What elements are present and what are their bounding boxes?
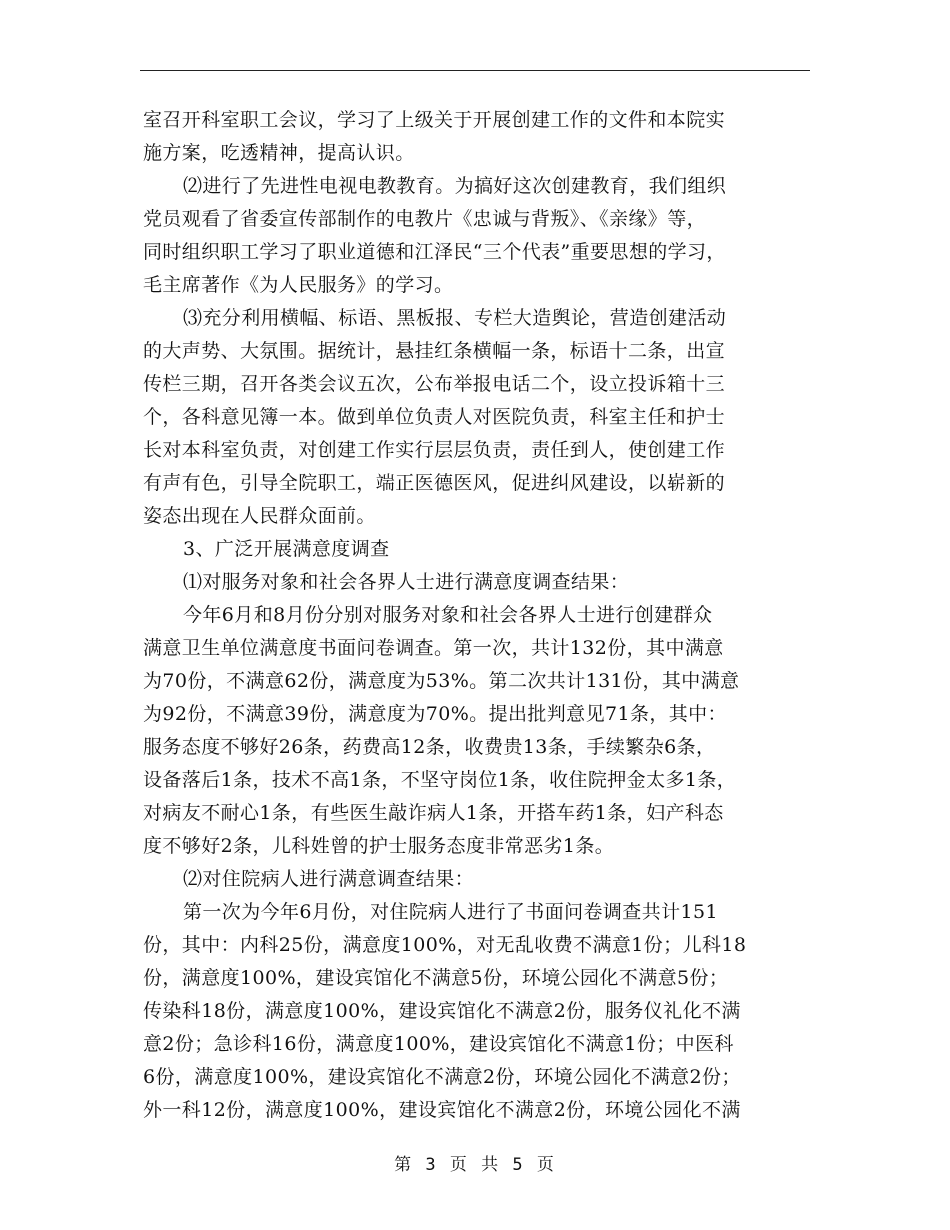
text-line: ⑵进行了先进性电视电教教育。为搞好这次创建教育，我们组织	[183, 175, 727, 197]
text-line: 对病友不耐心1条，有些医生敲诈病人1条，开搭车药1条，妇产科态	[143, 802, 724, 824]
text-line: 6份，满意度100%，建设宾馆化不满意2份，环境公园化不满意2份；	[143, 1066, 741, 1088]
text-line: 意2份；急诊科16份，满意度100%，建设宾馆化不满意1份；中医科	[143, 1033, 734, 1055]
text-line: 份，其中：内科25份，满意度100%，对无乱收费不满意1份；儿科18	[143, 934, 747, 956]
text-line: 施方案，吃透精神，提高认识。	[143, 142, 415, 164]
text-line: 有声有色，引导全院职工，端正医德医风，促进纠风建设，以崭新的	[143, 472, 726, 494]
text-line: ⑵对住院病人进行满意调查结果：	[183, 868, 475, 890]
text-line: ⑶充分利用横幅、标语、黑板报、专栏大造舆论，营造创建活动	[183, 307, 727, 329]
text-line: 毛主席著作《为人民服务》的学习。	[143, 274, 454, 296]
text-line: 长对本科室负责，对创建工作实行层层负责，责任到人，使创建工作	[143, 439, 726, 461]
text-line: 外一科12份，满意度100%，建设宾馆化不满意2份，环境公园化不满	[143, 1099, 741, 1121]
text-line: 度不够好2条，儿科姓曾的护士服务态度非常恶劣1条。	[143, 835, 615, 857]
text-line: 同时组织职工学习了职业道德和江泽民“三个代表”重要思想的学习，	[143, 241, 726, 263]
text-line: 党员观看了省委宣传部制作的电教片《忠诚与背叛》、《亲缘》等，	[143, 208, 707, 230]
text-line: 个，各科意见簿一本。做到单位负责人对医院负责，科室主任和护士	[143, 406, 726, 428]
text-line: 份，满意度100%，建设宾馆化不满意5份，环境公园化不满意5份；	[143, 967, 729, 989]
document-body	[143, 104, 815, 1127]
text-line: 第一次为今年6月份，对住院病人进行了书面问卷调查共计151	[183, 901, 718, 923]
text-line: 为70份，不满意62份，满意度为53%。第二次共计131份，其中满意	[143, 670, 740, 692]
page-footer: 第 3 页 共 5 页	[394, 1155, 556, 1175]
text-line: 传栏三期，召开各类会议五次，公布举报电话二个，设立投诉箱十三	[143, 373, 726, 395]
text-line: ⑴对服务对象和社会各界人士进行满意度调查结果：	[183, 571, 630, 593]
text-line: 设备落后1条，技术不高1条，不坚守岗位1条，收住院押金太多1条，	[143, 769, 737, 791]
text-line: 服务态度不够好26条，药费高12条，收费贵13条，手续繁杂6条，	[143, 736, 716, 758]
header-rule	[140, 70, 810, 71]
text-line: 满意卫生单位满意度书面问卷调查。第一次，共计132份，其中满意	[143, 637, 724, 659]
text-line: 3、广泛开展满意度调查	[183, 538, 390, 560]
text-line: 室召开科室职工会议，学习了上级关于开展创建工作的文件和本院实	[143, 109, 726, 131]
text-line: 今年6月和8月份分别对服务对象和社会各界人士进行创建群众	[183, 604, 713, 626]
text-line: 为92份，不满意39份，满意度为70%。提出批判意见71条，其中：	[143, 703, 727, 725]
text-line: 的大声势、大氛围。据统计，悬挂红条横幅一条，标语十二条，出宣	[143, 340, 726, 362]
text-line: 传染科18份，满意度100%，建设宾馆化不满意2份，服务仪礼化不满	[143, 1000, 741, 1022]
text-line: 姿态出现在人民群众面前。	[143, 505, 376, 527]
